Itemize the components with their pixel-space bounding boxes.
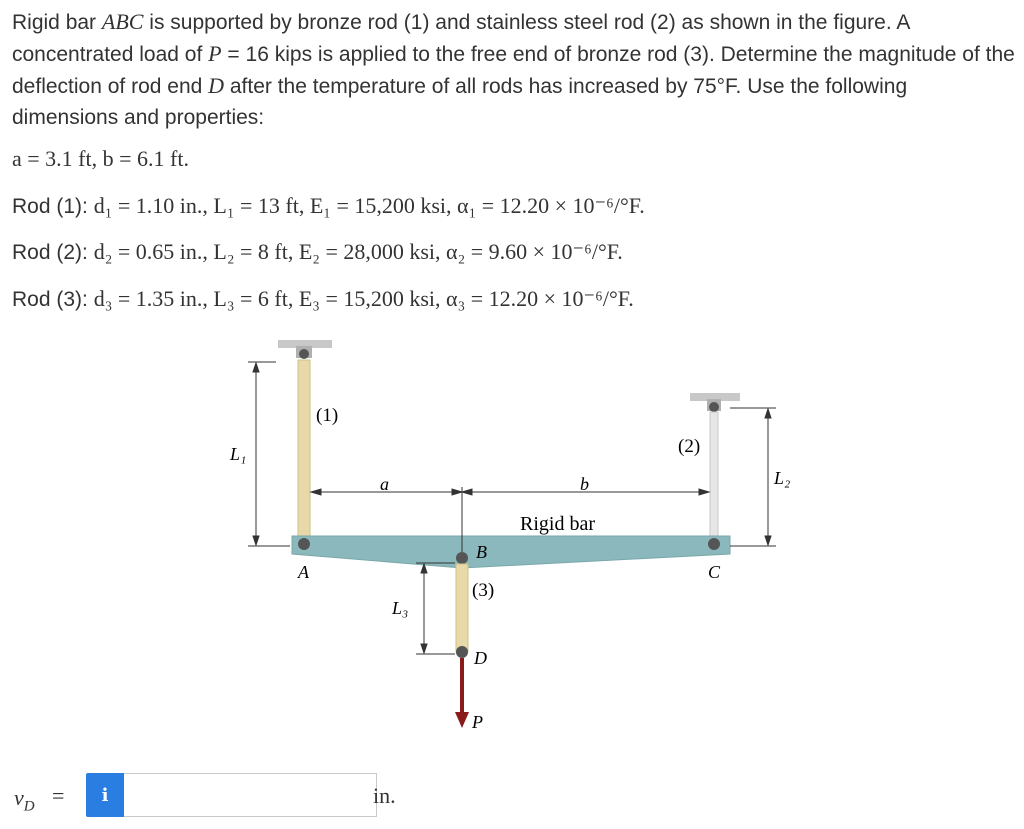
load-arrow [455, 658, 469, 728]
dim-L1 [248, 362, 290, 546]
label-rod2: (2) [678, 436, 701, 457]
rod2-properties: Rod (2): d₂ = 0.65 in., L₂ = 8 ft, E₂ = 28,000 ksi, α₂ = 9.60 × 10⁻⁶/°F. [12, 239, 623, 264]
structure-figure [0, 330, 1024, 750]
label-D: D [474, 648, 487, 668]
answer-row [0, 765, 1024, 825]
label-B: B [476, 542, 487, 562]
label-b: b [580, 474, 589, 494]
rod-1 [298, 360, 310, 542]
dim-L3 [416, 563, 455, 654]
info-icon[interactable]: i [86, 773, 124, 817]
rod1-properties: Rod (1): d₁ = 1.10 in., L₁ = 13 ft, E₁ = 15,200 ksi, α₁ = 12.20 × 10⁻⁶/°F. [12, 193, 645, 218]
answer-equals: = [52, 783, 65, 808]
label-rigid-bar: Rigid bar [520, 513, 595, 535]
label-rod3: (3) [472, 580, 495, 601]
answer-unit: in. [373, 783, 396, 808]
answer-variable: $v_D$ [14, 785, 35, 815]
label-a: a [380, 474, 389, 494]
label-rod1: (1) [316, 405, 339, 426]
rigid-bar [292, 536, 730, 568]
label-L2: L₂ [774, 468, 791, 488]
answer-input[interactable] [124, 773, 377, 817]
label-L3: L₃ [392, 598, 409, 618]
support-1 [278, 340, 332, 359]
rod3-properties: Rod (3): d₃ = 1.35 in., L₃ = 6 ft, E₃ = 15,200 ksi, α₃ = 12.20 × 10⁻⁶/°F. [12, 286, 634, 311]
label-P: P [472, 712, 483, 732]
problem-statement: Rigid bar ABC is supported by bronze rod (1) and stainless steel rod (2) as shown in the figure. A concentrated load of P = 16 kips is applied to the free end of bronze rod (3). Determine the magnitude of the deflection of rod end D after the temperature of all rods has increased by 75°F. Use the following dimensions and properties: [12, 9, 1015, 129]
label-C: C [708, 562, 721, 582]
support-2 [690, 393, 740, 412]
dim-L2 [730, 408, 776, 546]
dimensions-line: a = 3.1 ft, b = 6.1 ft. [12, 146, 189, 171]
rod-3 [456, 564, 468, 652]
rod-2 [710, 412, 718, 542]
label-A: A [298, 562, 309, 582]
label-L1: L₁ [230, 444, 247, 464]
